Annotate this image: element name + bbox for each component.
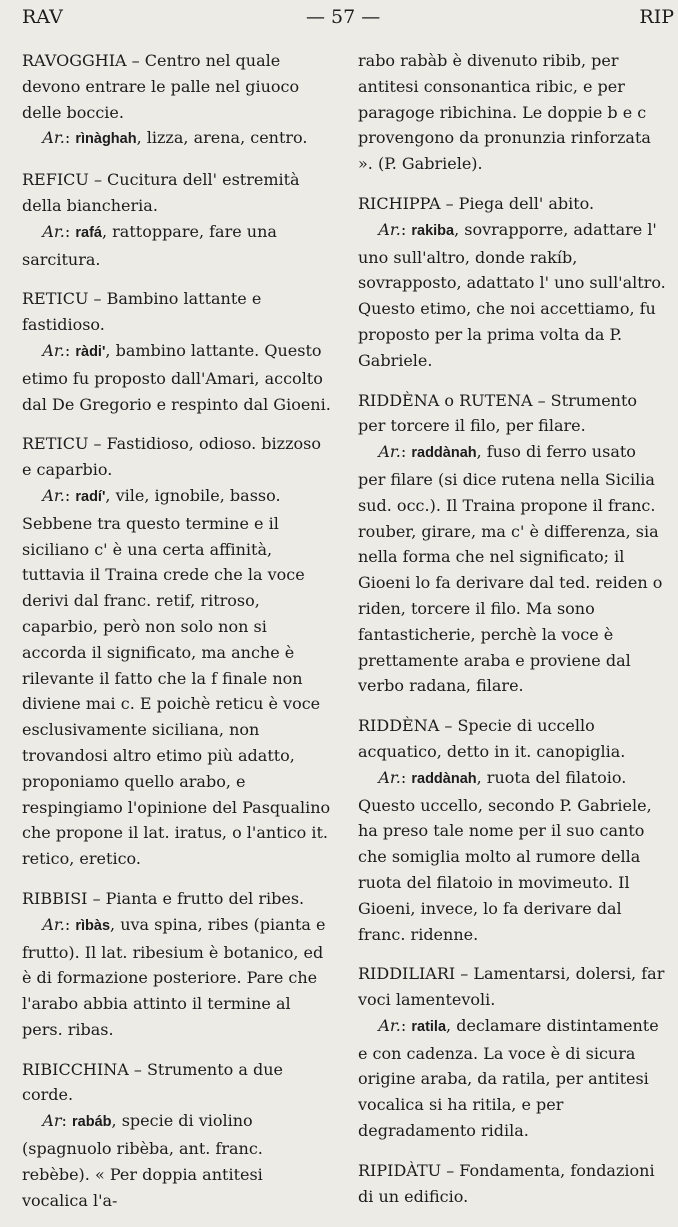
arabic-word: rìnàghah — [75, 131, 137, 148]
entry-definition: o RUTENA – Strumento per torcere il filo, per filare. — [358, 390, 638, 436]
arabic-word: rìbàs — [75, 917, 111, 934]
entry-headword: REFICU — [22, 170, 89, 190]
entry-headword: RIPIDÀTU — [358, 1160, 442, 1180]
page-header — [0, 4, 678, 34]
dictionary-entry: RETICU – Bambino lattante e fastidioso. Ar.: ràdi', bambino lattante. Questo etimo fu proposto dall'Amari, accolto dal De Gregorio e respinto dal Gioeni. — [22, 289, 331, 414]
arabic-label: Ar. — [378, 219, 401, 239]
etymology-text: , rattoppare, fare una sarcitura. — [22, 221, 277, 269]
entry-headword: RIDDILIARI — [358, 964, 456, 984]
arabic-label: Ar — [42, 1111, 62, 1131]
arabic-word: rabáb — [72, 1114, 112, 1131]
entry-definition: – Piega dell' abito. — [440, 193, 595, 213]
arabic-word: ratila — [411, 1018, 447, 1035]
arabic-word: rakiba — [411, 222, 455, 239]
entry-definition: – Strumento a due corde. — [22, 1059, 284, 1105]
dictionary-entry: RIBICCHINA – Strumento a due corde. Ar: rabáb, specie di violino (spagnuolo ribèba, ant. franc. rebèbe). « Per doppia antitesi vocalica l'a- — [22, 1059, 284, 1210]
entry-headword: RETICU — [22, 289, 89, 309]
entry-headword: RAVOGGHIA — [22, 51, 127, 70]
page-number: — 57 — — [306, 6, 381, 28]
entry-definition: – Fastidioso, odioso. bizzoso e caparbio. — [22, 434, 321, 480]
arabic-word: raddànah — [411, 770, 477, 787]
dictionary-entry: RIBBISI – Pianta e frutto del ribes. Ar.: rìbàs, uva spina, ribes (pianta e frutto). Il lat. ribesium è botanico, ed è di formazione posteriore. Pare che l'arabo abbia attinto il termine al pers. ribas. — [22, 888, 326, 1039]
dictionary-entry: REFICU – Cucitura dell' estremità della biancheria. Ar.: rafá, rattoppare, fare una sarcitura. — [22, 170, 300, 269]
entry-definition: – Centro nel quale devono entrare le palle nel giuoco delle boccie. — [22, 51, 300, 122]
entry-definition: – Pianta e frutto del ribes. — [87, 888, 305, 908]
entry-headword: RETICU — [22, 434, 89, 454]
arabic-word: rafá — [75, 224, 102, 241]
entry-definition: – Bambino lattante e fastidioso. — [22, 289, 262, 335]
dictionary-entry: RICHIPPA – Piega dell' abito. Ar.: rakiba, sovrapporre, adattare l' uno sull'altro, donde rakíb, sovrapposto, adattato l' uno sull'altro. Questo etimo, che noi accettiamo, fu proposto per la prima volta da P. Gabriele. — [358, 193, 666, 370]
arabic-word: radí' — [75, 488, 106, 505]
left-column — [22, 48, 332, 1227]
entry-definition: – Fondamenta, fondazioni di un edificio. — [358, 1160, 655, 1206]
etymology-text: , bambino lattante. Questo etimo fu proposto dall'Amari, accolto dal De Gregorio e respinto dal Gioeni. — [22, 340, 331, 414]
dictionary-entry: RAVOGGHIA – Centro nel quale devono entrare le palle nel giuoco delle boccie. Ar.: rìnàghah, lizza, arena, centro. — [22, 51, 308, 148]
entry-headword: RIDDÈNA — [358, 390, 440, 410]
header-left-guide-word: RAV — [22, 6, 63, 28]
etymology-text: , fuso di ferro usato per filare (si dice rutena nella Sicilia sud. occ.). Il Traina propone il franc. rouber, girare, ma c' è differenza, sia nella forma che nel significato; il Gioeni lo fa derivare dal ted. reiden o riden, torcere il filo. Ma sono fantasticherie, perchè la voce è prettamente araba e proviene dal verbo radana, filare. — [358, 442, 663, 696]
arabic-label: Ar. — [42, 485, 65, 505]
dictionary-entry — [358, 1158, 668, 1210]
arabic-label: Ar. — [378, 1015, 401, 1035]
etymology-text: , lizza, arena, centro. — [136, 128, 308, 148]
entry-definition: – Cucitura dell' estremità della biancheria. — [22, 170, 300, 215]
arabic-word: raddànah — [411, 445, 477, 462]
arabic-label: Ar. — [378, 767, 401, 787]
header-right-guide-word: RIP — [639, 6, 674, 28]
dictionary-entry: RIDDÈNA o RUTENA – Strumento per torcere il filo, per filare. Ar.: raddànah, fuso di ferro usato per filare (si dice rutena nella Sicilia sud. occ.). Il Traina propone il franc. rouber, girare, ma c' è differenza, sia nella forma che nel significato; il Gioeni lo fa derivare dal ted. reiden o riden, torcere il filo. Ma sono fantasticherie, perchè la voce è prettamente araba e proviene dal verbo radana, filare. — [358, 390, 663, 696]
etymology-text: , uva spina, ribes (pianta e frutto). Il lat. ribesium è botanico, ed è di formazione posteriore. Pare che l'arabo abbia attinto il termine al pers. ribas. — [22, 914, 326, 1039]
entry-headword: RIBBISI — [22, 888, 88, 908]
entry-headword: RIDDÈNA — [358, 716, 440, 736]
etymology-text: , declamare distintamente e con cadenza. La voce è di sicura origine araba, da ratila, per antitesi vocalica si ha ritila, e per degradamento ridila. — [358, 1015, 659, 1141]
dictionary-entry: RETICU – Fastidioso, odioso. bizzoso e caparbio. Ar.: radí', vile, ignobile, basso. Sebbene tra questo termine e il siciliano c' è una certa affinità, tuttavia il Traina crede che la voce derivi dal franc. retif, ritroso, caparbio, però non solo non si accorda il significato, ma anche è rilevante il fatto che la f finale non diviene mai c. E poichè reticu è voce esclusivamente siciliana, non trovandosi altro etimo più adatto, proponiamo quello arabo, e respingiamo l'opinione del Pasqualino che propone il lat. iratus, o l'antico it. retico, eretico. — [22, 434, 331, 869]
dictionary-entry: RIDDÈNA – Specie di uccello acquatico, detto in it. canopiglia. Ar.: raddànah, ruota del filatoio. Questo uccello, secondo P. Gabriele, ha preso tale nome per il suo canto che somiglia molto al rumore della ruota del filatoio in movimeuto. Il Gioeni, invece, lo fa derivare dal franc. ridenne. — [358, 716, 652, 944]
arabic-label: Ar. — [42, 221, 65, 241]
entry-headword: RICHIPPA — [358, 193, 441, 213]
arabic-label: Ar. — [42, 340, 65, 360]
arabic-label: Ar. — [42, 128, 65, 148]
entry-definition: – Specie di uccello acquatico, detto in it. canopiglia. — [358, 716, 626, 761]
entry-headword: RIBICCHINA — [22, 1059, 129, 1079]
dictionary-entry: RIDDILIARI – Lamentarsi, dolersi, far voci lamentevoli. Ar.: ratila, declamare distintamente e con cadenza. La voce è di sicura origine araba, da ratila, per antitesi vocalica si ha ritila, e per degradamento ridila. — [358, 964, 665, 1141]
etymology-text: , vile, ignobile, basso. Sebbene tra questo termine e il siciliano c' è una certa affinità, tuttavia il Traina crede che la voce derivi dal franc. retif, ritroso, caparbio, però non solo non si accorda il significato, ma anche è rilevante il fatto che la f finale non diviene mai c. E poichè reticu è voce esclusivamente siciliana, non trovandosi altro etimo più adatto, proponiamo quello arabo, e respingiamo l'opinione del Pasqualino che propone il lat. iratus, o l'antico it. retico, eretico. — [22, 485, 331, 869]
entry-definition: – Lamentarsi, dolersi, far voci lamentevoli. — [358, 964, 665, 1010]
etymology-text: , ruota del filatoio. Questo uccello, secondo P. Gabriele, ha preso tale nome per il suo canto che somiglia molto al rumore della ruota del filatoio in movimeuto. Il Gioeni, invece, lo fa derivare dal franc. ridenne. — [358, 767, 652, 944]
arabic-label: Ar. — [378, 442, 401, 462]
etymology-text: , specie di violino (spagnuolo ribèba, ant. franc. rebèbe). « Per doppia antitesi vocalica l'a- — [22, 1111, 263, 1210]
right-column — [358, 48, 668, 1223]
continuation-text: rabo rabàb è divenuto ribib, per antitesi consonantica ribic, e per paragoge ribichina. Le doppie b e c provengono da pronunzia rinforzata ». (P. Gabriele). — [358, 51, 651, 174]
arabic-word: ràdi' — [75, 343, 106, 360]
entry-continuation — [358, 48, 668, 177]
etymology-text: , sovrapporre, adattare l' uno sull'altro, donde rakíb, sovrapposto, adattato l' uno sull'altro. Questo etimo, che noi accettiamo, fu proposto per la prima volta da P. Gabriele. — [358, 219, 666, 370]
arabic-label: Ar. — [42, 914, 65, 934]
